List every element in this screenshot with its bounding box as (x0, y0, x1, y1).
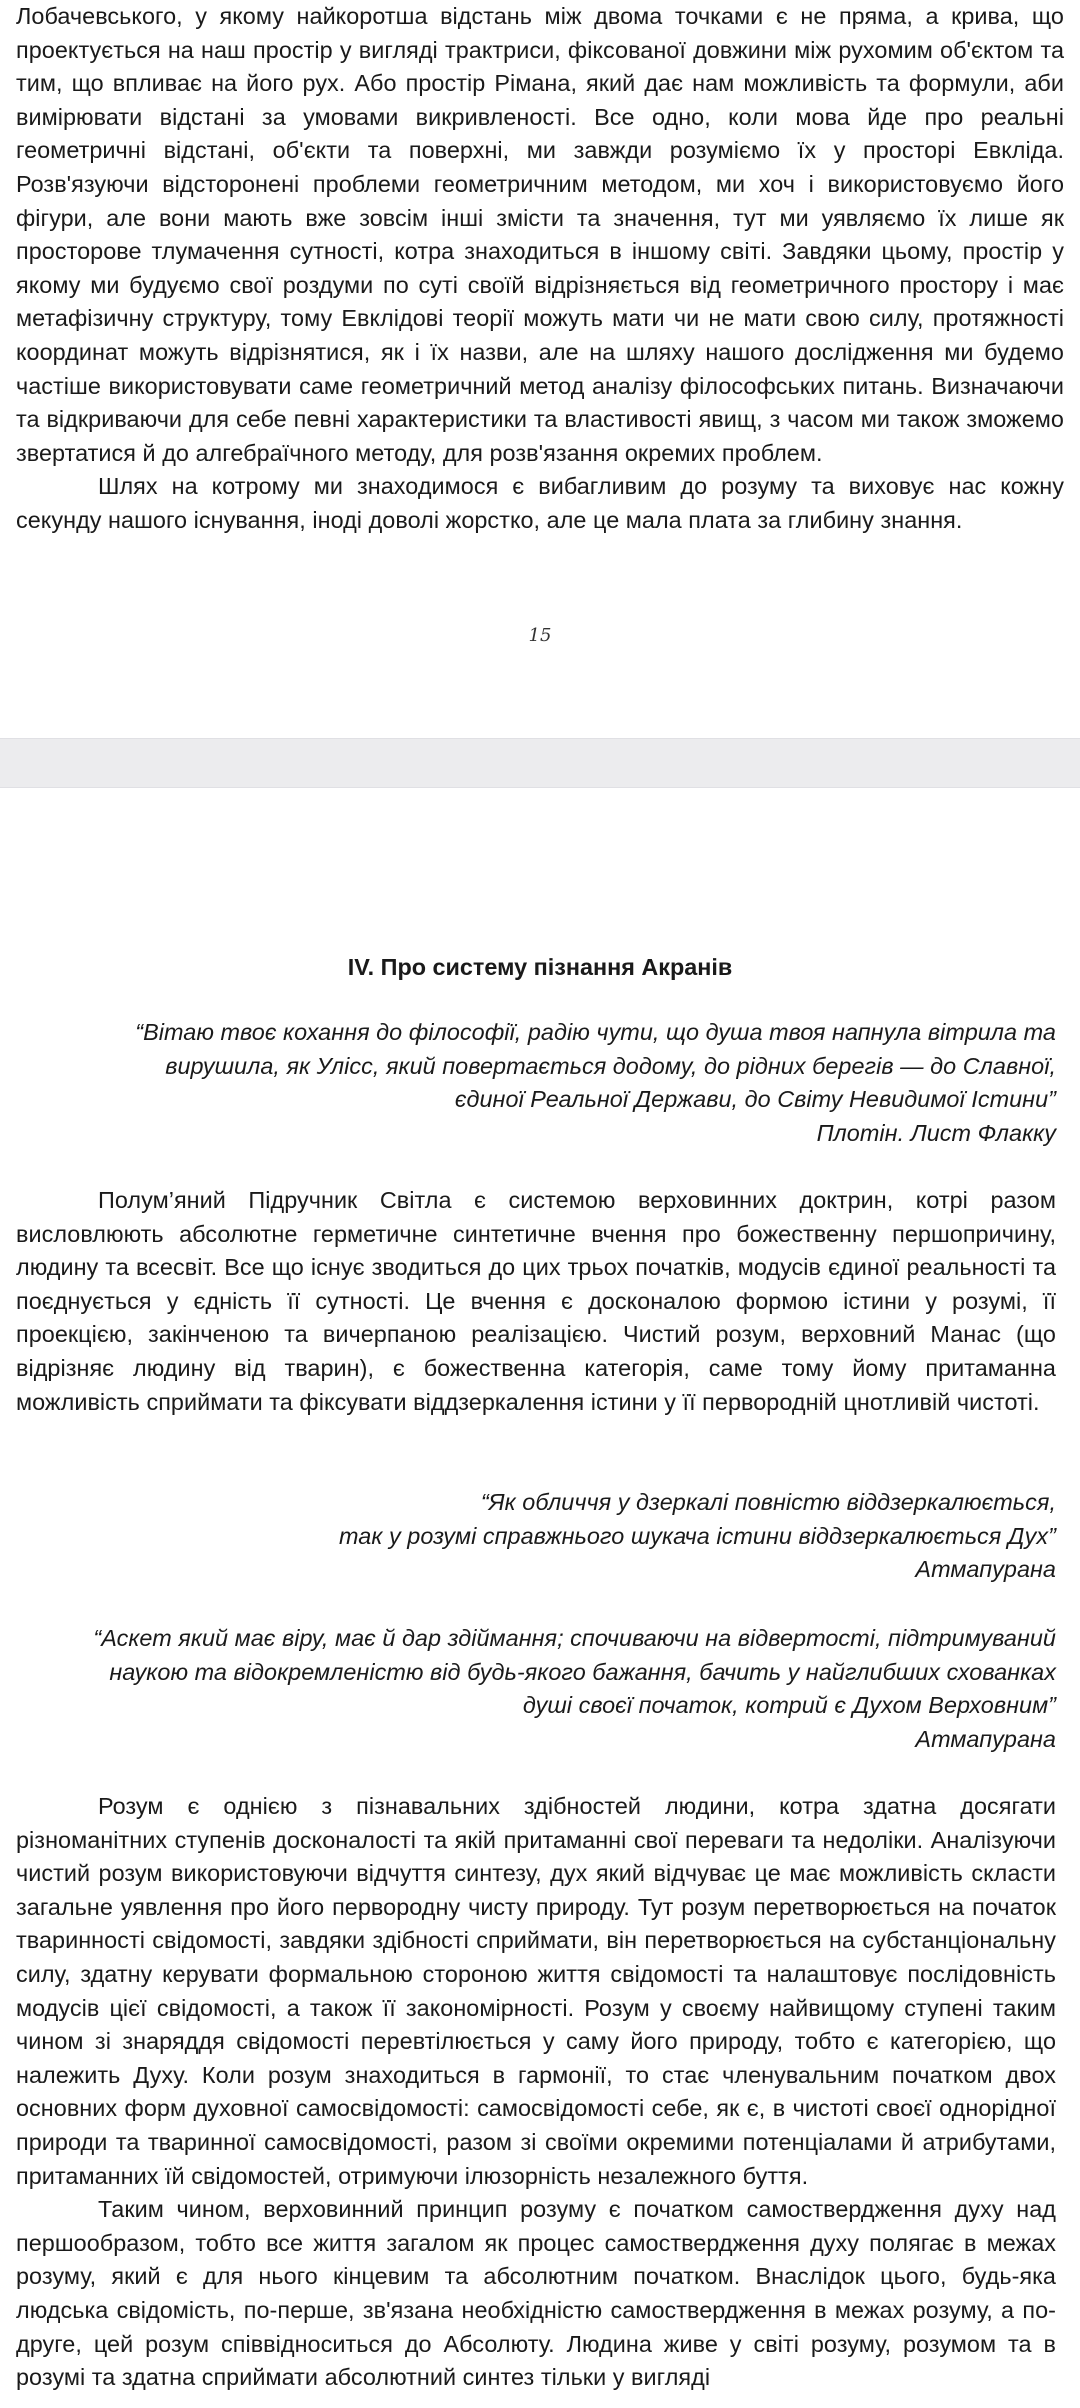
quote-attribution: Атмапурана (915, 1556, 1056, 1583)
section-heading: IV. Про систему пізнання Акранів (347, 954, 733, 980)
document-page-15 (0, 0, 1080, 738)
paragraph: Лобачевського, у якому найкоротша відстань між двома точками є не пряма, а крива, що проектується на наш простір у вигляді трактриси, фіксованої довжини між рухомим об'єктом та тим, що впливає на його рух. Або простір Рімана, який дає нам можливість та формули, аби вимірювати відстані за умовами викривленості. Все одно, коли мова йде про реальні геометричні відстані, об'єкти та поверхні, ми завжди розуміємо їх у просторі Евкліда. Розв'язуючи відсторонені проблеми геометричним методом, ми хоч і використовуємо його фігури, але вони мають вже зовсім інші змісти та значення, тут ми уявляємо їх лише як просторове тлумачення сутності, котра знаходиться в іншому світі. Завдяки цьому, простір у якому ми будуємо свої роздуми по суті своїй відрізняється від геометричного простору і має метафізичну структуру, тому Евклідові теорії можуть мати чи не мати свою силу, протяжності координат можуть відрізнятися, як і їх назви, але на шляху нашого дослідження ми будемо частіше використовувати саме геометричний метод аналізу філософських питань. Визначаючи та відкриваючи для себе певні характеристики та властивості явищ, з часом ми також зможемо звертатися й до алгебраїчного методу, для розв'язання окремих проблем. (16, 3, 1064, 466)
quote-line: єдиної Реальної Держави, до Світу Невидимої Істини” (454, 1086, 1056, 1113)
paragraph: Полум’яний Підручник Світла є системою верховинних доктрин, котрі разом висловлюють абсолютне герметичне синтетичне вчення про божественну першопричину, людину та всесвіт. Все що існує зводиться до цих трьох початків, модусів єдиної реальності та поєднується у єдність її сутності. Це вчення є досконалою формою істини у розумі, її проекцією, закінченою та вичерпаною реалізацією. Чистий розум, верховний Манас (що відрізняє людину від тварин), є божественна категорія, саме тому йому притаманна можливість сприймати та фіксувати віддзеркалення істини у її первородній цнотливій чистоті. (16, 1187, 1056, 1415)
quote-line: “Вітаю твоє кохання до філософії, радію чути, що душа твоя напнула вітрила та (135, 1019, 1056, 1045)
body-paragraph (16, 1790, 1056, 2395)
quote-line: наукою та відокремленістю від будь-якого бажання, бачить у найглибших схованках (109, 1658, 1056, 1685)
document-page-16 (0, 788, 1080, 2408)
quote-block (16, 1622, 1056, 1756)
quote-block (16, 1486, 1056, 1587)
epigraph-quote (16, 1016, 1056, 1150)
paragraph: Шлях на котрому ми знаходимося є вибагливим до розуму та виховує нас кожну секунду нашого існування, іноді доволі жорстко, але це мала плата за глибину знання. (16, 473, 1064, 533)
quote-line: душі своєї початок, котрий є Духом Верховним” (522, 1692, 1056, 1719)
quote-line: “Аскет який має віру, має й дар здіймання; спочиваючи на відвертості, підтримуваний (93, 1625, 1056, 1651)
page-separator (0, 738, 1080, 788)
body-paragraph (16, 1184, 1056, 1419)
quote-line: так у розумі справжнього шукача істини віддзеркалюється Дух” (339, 1522, 1056, 1549)
quote-line: “Як обличчя у дзеркалі повністю віддзеркалюється, (480, 1489, 1056, 1515)
quote-attribution: Плотін. Лист Флакку (816, 1119, 1056, 1146)
quote-line: вирушила, як Улісс, який повертається додому, до рідних берегів — до Славної, (165, 1052, 1056, 1079)
paragraph: Таким чином, верховинний принцип розуму є початком самоствердження духу над першообразом, тобто все життя загалом як процес самоствердження духу полягає в межах розуму, який є для нього кінцевим та абсолютним початком. Внаслідок цього, будь-яка людська свідомість, по-перше, зв'язана необхідністю самоствердження в межах розуму, а по-друге, цей розум співвідноситься до Абсолюту. Людина живе у світі розуму, розумом та в розумі та здатна сприймати абсолютний синтез тільки у вигляді (16, 2196, 1056, 2391)
page-number: 15 (528, 625, 552, 646)
paragraph: Розум є однією з пізнавальних здібностей людини, котра здатна досягати різноманітних ступенів досконалості та якій притаманні свої переваги та недоліки. Аналізуючи чистий розум використовуючи відчуття синтезу, дух який відчуває це має можливість скласти загальне уявлення про його первородну чисту природу. Тут розум перетворюється на початок тваринності свідомості, завдяки здібності сприймати, він перетворюється на субстанціональну силу, здатну керувати формальною стороною життя свідомості та налаштовує послідовність модусів цієї свідомості, а також її закономірності. Розум у своєму найвищому ступені таким чином зі знаряддя свідомості перевтілюється у саму його природу, тобто є категорією, що належить Духу. Коли розум знаходиться в гармонії, то стає членувальним початком двох основних форм духовної самосвідомості: самосвідомості себе, як є, в чистоті своєї однорідної природи та тваринної самосвідомості, разом зі своїми окремими потенціалами й атрибутами, притаманних їй свідомостей, отримуючи ілюзорність незалежного буття. (16, 1793, 1056, 2189)
quote-attribution: Атмапурана (915, 1725, 1056, 1752)
